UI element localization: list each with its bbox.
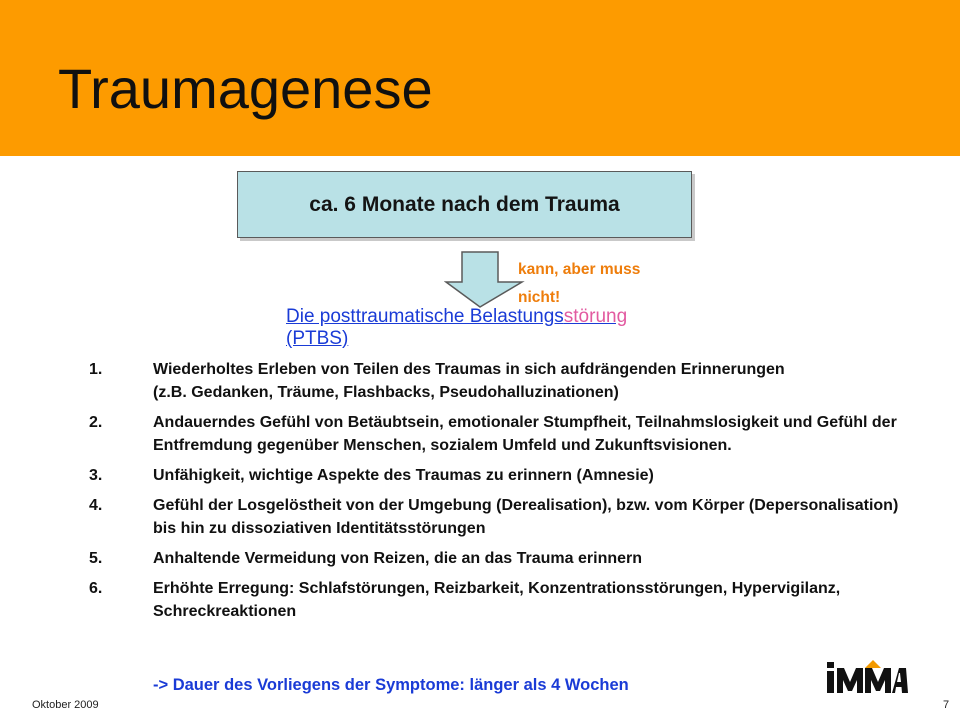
item-number: 2.	[89, 414, 103, 431]
list-item	[89, 358, 909, 404]
ptbs-heading-highlight: störung	[563, 306, 628, 327]
list-item	[89, 577, 909, 623]
item-text: (z.B. Gedanken, Träume, Flashbacks, Pseudohalluzinationen)	[153, 384, 619, 401]
list-item	[89, 464, 909, 487]
list-item	[89, 547, 909, 570]
item-number: 1.	[89, 361, 103, 378]
item-number: 5.	[89, 550, 103, 567]
arrow-note: kann, aber muss nicht!	[518, 261, 641, 306]
item-number: 6.	[89, 580, 103, 597]
item-text: Unfähigkeit, wichtige Aspekte des Traumas zu erinnern (Amnesie)	[153, 467, 654, 484]
item-number: 4.	[89, 497, 103, 514]
down-arrow-icon	[444, 251, 526, 309]
slide-title: Traumagenese	[58, 57, 433, 120]
item-text: Erhöhte Erregung: Schlafstörungen, Reizbarkeit, Konzentrationsstörungen, Hypervigilanz, Schreckreaktionen	[153, 580, 841, 620]
ptbs-heading	[286, 306, 766, 350]
item-text: Wiederholtes Erleben von Teilen des Traumas in sich aufdrängenden Erinnerungen	[153, 361, 785, 378]
title-banner	[0, 0, 960, 156]
item-text: Anhaltende Vermeidung von Reizen, die an das Trauma erinnern	[153, 550, 643, 567]
timeframe-box	[237, 171, 692, 238]
ptbs-heading-main: Die posttraumatische Belastungs	[286, 306, 564, 327]
timeframe-label: ca. 6 Monate nach dem Trauma	[309, 192, 620, 216]
page-number: 7	[943, 699, 950, 711]
list-item	[89, 411, 909, 457]
duration-note: -> Dauer des Vorliegens der Symptome: länger als 4 Wochen	[153, 676, 629, 694]
item-text: Andauerndes Gefühl von Betäubtsein, emotionaler Stumpfheit, Teilnahmslosigkeit und Gefühl der Entfremdung gegenüber Menschen, sozialem Umfeld und Zukunftsvisionen.	[153, 414, 897, 454]
item-text: Gefühl der Losgelöstheit von der Umgebung (Derealisation), bzw. vom Körper (Depersonalisation) bis hin zu dissoziativen Identitätsstörungen	[153, 497, 899, 537]
imma-logo	[826, 660, 908, 694]
footer-date: Oktober 2009	[32, 699, 99, 711]
symptom-list	[89, 358, 909, 630]
list-item	[89, 494, 909, 540]
item-number: 3.	[89, 467, 103, 484]
ptbs-heading-abbr: (PTBS)	[286, 328, 349, 349]
